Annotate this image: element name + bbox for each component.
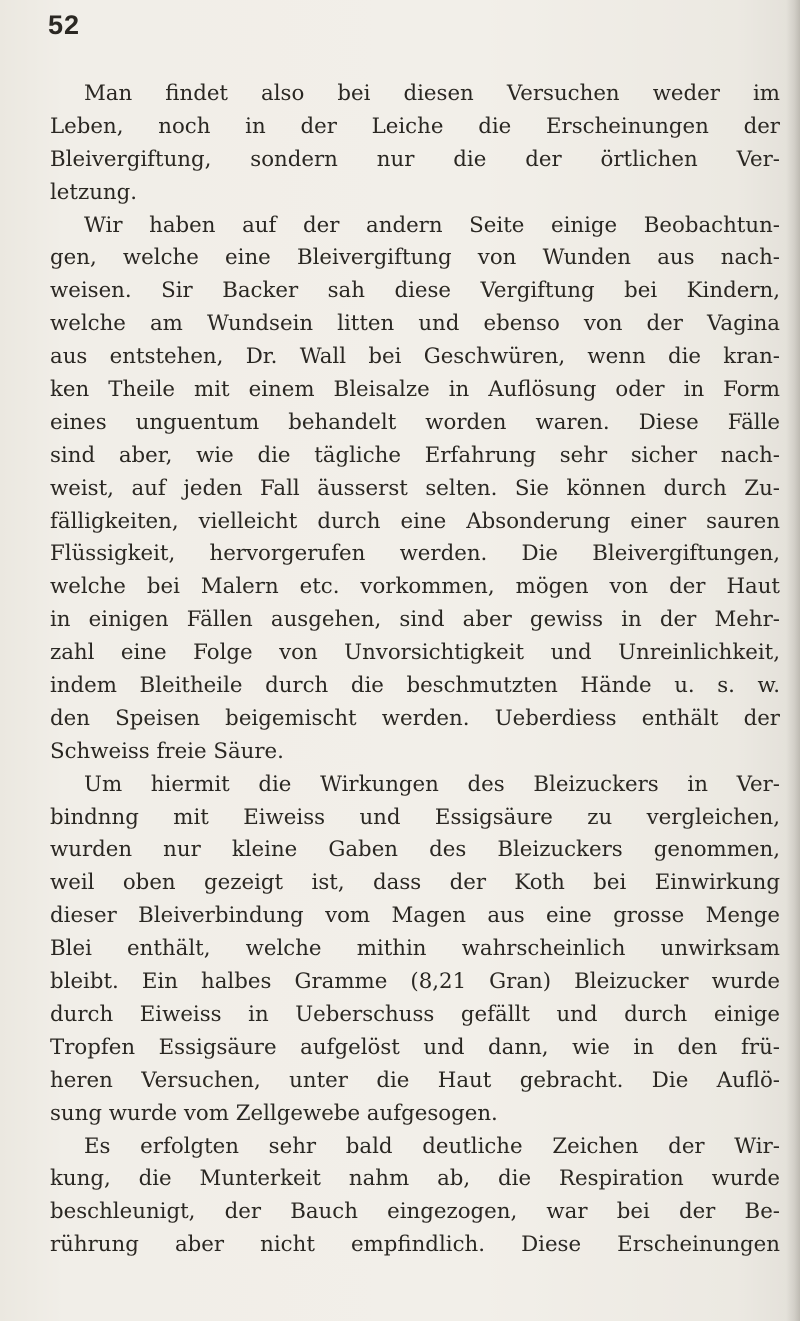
text-line-paragraph-start: Man findet also bei diesen Versuchen weder im <box>84 81 780 106</box>
text-line: weil oben gezeigt ist, dass der Koth bei Einwirkung <box>50 870 780 896</box>
text-line-paragraph-start: Es erfolgten sehr bald deutliche Zeichen der Wir- <box>84 1133 780 1159</box>
text-line: durch Eiweiss in Ueberschuss gefällt und durch einige <box>50 1001 780 1027</box>
text-line: rührung aber nicht empfindlich. Diese Erscheinungen <box>50 1232 780 1258</box>
text-line: wurden nur kleine Gaben des Bleizuckers genommen, <box>50 837 780 863</box>
text-line: eines unguentum behandelt worden waren. Diese Fälle <box>50 409 780 435</box>
text-line-paragraph-end: letzung. <box>50 179 138 205</box>
text-line-paragraph-end: sung wurde vom Zellgewebe aufgesogen. <box>50 1100 498 1126</box>
text-line: beschleunigt, der Bauch eingezogen, war bei der Be- <box>50 1199 780 1225</box>
text-line-paragraph-end: Schweiss freie Säure. <box>50 738 284 764</box>
text-line: Tropfen Essigsäure aufgelöst und dann, wie in den frü- <box>50 1034 780 1060</box>
text-line-paragraph-start: Wir haben auf der andern Seite einige Beobachtun- <box>84 212 780 238</box>
page-number: 52 <box>48 10 81 40</box>
text-line: welche am Wundsein litten und ebenso von der Vagina <box>50 311 780 337</box>
text-line: heren Versuchen, unter die Haut gebracht. Die Auflö- <box>50 1067 780 1093</box>
text-line: ken Theile mit einem Bleisalze in Auflösung oder in Form <box>50 377 780 403</box>
text-line: dieser Bleiverbindung vom Magen aus eine grosse Menge <box>50 903 780 929</box>
text-line: fälligkeiten, vielleicht durch eine Absonderung einer sauren <box>50 508 780 534</box>
text-line: kung, die Munterkeit nahm ab, die Respiration wurde <box>50 1166 780 1192</box>
text-line: weisen. Sir Backer sah diese Vergiftung bei Kindern, <box>50 278 780 304</box>
text-line: bindnng mit Eiweiss und Essigsäure zu vergleichen, <box>50 804 780 830</box>
text-line: sind aber, wie die tägliche Erfahrung sehr sicher nach- <box>50 442 780 468</box>
text-line: in einigen Fällen ausgehen, sind aber gewiss in der Mehr- <box>50 607 780 633</box>
text-line: den Speisen beigemischt werden. Ueberdiess enthält der <box>50 705 780 731</box>
text-line: Leben, noch in der Leiche die Erscheinungen der <box>50 113 780 139</box>
text-line: indem Bleitheile durch die beschmutzten Hände u. s. w. <box>50 673 780 699</box>
text-line: aus entstehen, Dr. Wall bei Geschwüren, wenn die kran- <box>50 344 780 370</box>
text-line: Bleivergiftung, sondern nur die der örtlichen Ver- <box>50 146 780 172</box>
text-line: welche bei Malern etc. vorkommen, mögen von der Haut <box>50 574 780 600</box>
text-line: zahl eine Folge von Unvorsichtigkeit und Unreinlichkeit, <box>50 640 780 666</box>
body-text <box>50 78 780 1262</box>
text-line: Blei enthält, welche mithin wahrscheinlich unwirksam <box>50 936 780 962</box>
text-line: weist, auf jeden Fall äusserst selten. Sie können durch Zu- <box>50 475 780 501</box>
text-line-paragraph-start: Um hiermit die Wirkungen des Bleizuckers in Ver- <box>84 771 780 797</box>
text-line: bleibt. Ein halbes Gramme (8,21 Gran) Bleizucker wurde <box>50 969 780 995</box>
page-edge-shadow <box>786 0 800 1321</box>
text-line: Flüssigkeit, hervorgerufen werden. Die Bleivergiftungen, <box>50 541 780 567</box>
text-line: gen, welche eine Bleivergiftung von Wunden aus nach- <box>50 245 780 271</box>
